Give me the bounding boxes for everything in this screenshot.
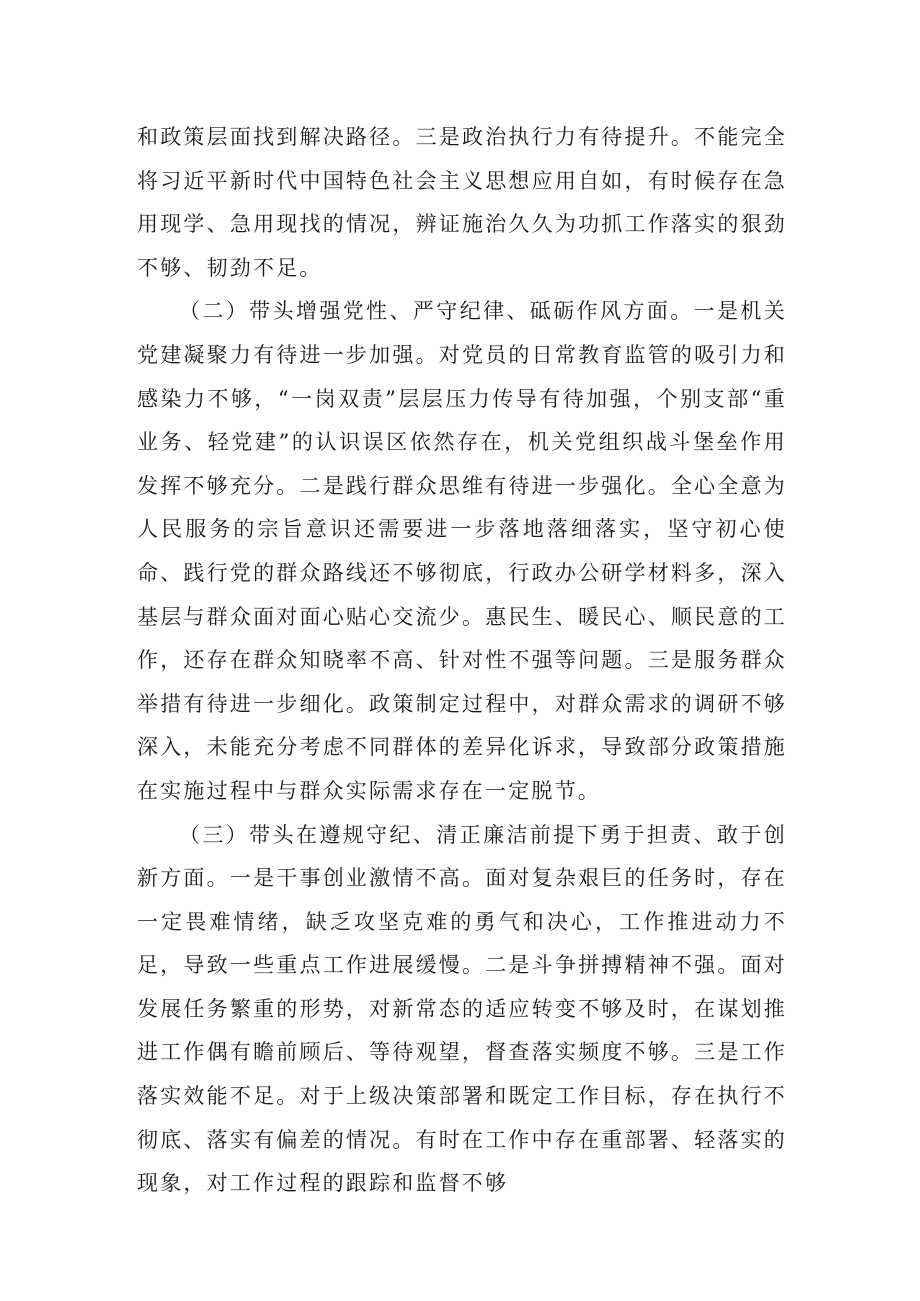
paragraph-continuation: 和政策层面找到解决路径。三是政治执行力有待提升。不能完全将习近平新时代中国特色社会主义思想应用自如，有时候存在急用现学、急用现找的情况，辨证施治久久为功抓工作落实的狠劲不够、韧劲不足。 bbox=[137, 125, 787, 280]
paragraph-section-three: （三）带头在遵规守纪、清正廉洁前提下勇于担责、敢于创新方面。一是干事创业激情不高。面对复杂艰巨的任务时，存在一定畏难情绪，缺乏攻坚克难的勇气和决心，工作推进动力不足，导致一些重点工作进展缓慢。二是斗争拼搏精神不强。面对发展任务繁重的形势，对新常态的适应转变不够及时，在谋划推进工作偶有瞻前顾后、等待观望，督查落实频度不够。三是工作落实效能不足。对于上级决策部署和既定工作目标，存在执行不彻底、落实有偏差的情况。有时在工作中存在重部署、轻落实的现象，对工作过程的跟踪和监督不够 bbox=[137, 822, 787, 1196]
paragraph-section-two: （二）带头增强党性、严守纪律、砥砺作风方面。一是机关党建凝聚力有待进一步加强。对党员的日常教育监管的吸引力和感染力不够，“一岗双责”层层压力传导有待加强，个别支部“重业务、轻党建”的认识误区依然存在，机关党组织战斗堡垒作用发挥不够充分。二是践行群众思维有待进一步强化。全心全意为人民服务的宗旨意识还需要进一步落地落细落实，坚守初心使命、践行党的群众路线还不够彻底，行政办公研学材料多，深入基层与群众面对面心贴心交流少。惠民生、暖民心、顺民意的工作，还存在群众知晓率不高、针对性不强等问题。三是服务群众举措有待进一步细化。政策制定过程中，对群众需求的调研不够深入，未能充分考虑不同群体的差异化诉求，导致部分政策措施在实施过程中与群众实际需求存在一定脱节。 bbox=[137, 299, 787, 803]
document-body bbox=[137, 116, 787, 1206]
